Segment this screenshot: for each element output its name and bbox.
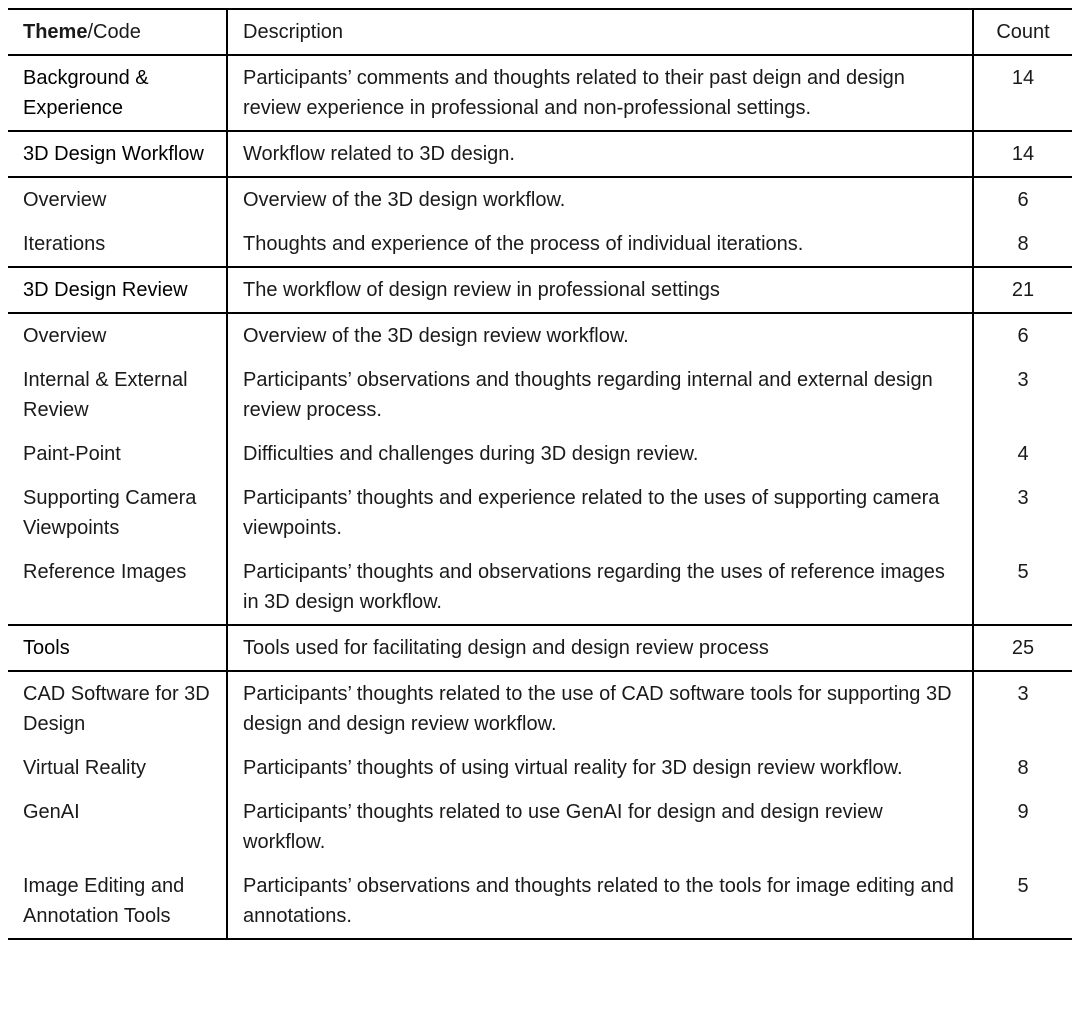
theme-name: Tools (8, 625, 227, 671)
code-name: Virtual Reality (8, 746, 227, 790)
row-count: 5 (1017, 561, 1029, 583)
row-count: 14 (1011, 143, 1035, 165)
header-row (8, 9, 1072, 55)
row-description: Participants’ thoughts and observations regarding the uses of reference images in 3D design workflow. (227, 550, 973, 625)
code-row (8, 550, 1072, 625)
table-body (8, 55, 1072, 939)
row-description: Workflow related to 3D design. (227, 131, 973, 177)
table-header (8, 9, 1072, 55)
theme-name: 3D Design Review (8, 267, 227, 313)
row-description: Thoughts and experience of the process of individual iterations. (227, 222, 973, 267)
row-count: 8 (1017, 233, 1029, 255)
row-count: 8 (1017, 757, 1029, 779)
row-count: 9 (1017, 801, 1029, 823)
code-name: Supporting Camera Viewpoints (8, 476, 227, 550)
row-count: 4 (1017, 443, 1029, 465)
row-count: 3 (1017, 487, 1029, 509)
row-count: 6 (1017, 189, 1029, 211)
code-name: Overview (8, 313, 227, 358)
header-count: Count (996, 21, 1050, 43)
theme-row (8, 55, 1072, 131)
code-row (8, 476, 1072, 550)
row-description: Participants’ thoughts related to use GenAI for design and design review workflow. (227, 790, 973, 864)
code-row (8, 358, 1072, 432)
row-description: Participants’ comments and thoughts related to their past deign and design review experience in professional and non-professional settings. (227, 55, 973, 131)
theme-row (8, 267, 1072, 313)
row-count: 3 (1017, 683, 1029, 705)
row-count: 5 (1017, 875, 1029, 897)
row-description: Difficulties and challenges during 3D design review. (227, 432, 973, 476)
row-count: 25 (1011, 637, 1035, 659)
code-row (8, 790, 1072, 864)
code-name: Iterations (8, 222, 227, 267)
row-description: Participants’ thoughts of using virtual reality for 3D design review workflow. (227, 746, 973, 790)
row-description: Tools used for facilitating design and design review process (227, 625, 973, 671)
code-row (8, 671, 1072, 746)
code-name: Internal & External Review (8, 358, 227, 432)
code-row (8, 313, 1072, 358)
code-row (8, 222, 1072, 267)
theme-name: Background & Experience (8, 55, 227, 131)
theme-row (8, 625, 1072, 671)
row-count: 14 (1011, 67, 1035, 89)
theme-row (8, 131, 1072, 177)
header-theme-code (8, 9, 227, 55)
row-description: Participants’ observations and thoughts related to the tools for image editing and annotations. (227, 864, 973, 939)
code-name: GenAI (8, 790, 227, 864)
code-name: Overview (8, 177, 227, 222)
code-row (8, 432, 1072, 476)
row-description: Participants’ observations and thoughts regarding internal and external design review process. (227, 358, 973, 432)
header-code-label: Code (93, 21, 141, 43)
row-count: 21 (1011, 279, 1035, 301)
row-description: Overview of the 3D design workflow. (227, 177, 973, 222)
code-name: Reference Images (8, 550, 227, 625)
header-theme-label: Theme (23, 21, 88, 43)
row-count: 6 (1017, 325, 1029, 347)
code-name: Image Editing and Annotation Tools (8, 864, 227, 939)
theme-name: 3D Design Workflow (8, 131, 227, 177)
code-row (8, 746, 1072, 790)
row-description: Participants’ thoughts related to the use of CAD software tools for supporting 3D design and design review workflow. (227, 671, 973, 746)
row-description: The workflow of design review in professional settings (227, 267, 973, 313)
header-description: Description (227, 9, 973, 55)
code-name: CAD Software for 3D Design (8, 671, 227, 746)
code-name: Paint-Point (8, 432, 227, 476)
row-description: Participants’ thoughts and experience related to the uses of supporting camera viewpoints. (227, 476, 973, 550)
row-count: 3 (1017, 369, 1029, 391)
row-description: Overview of the 3D design review workflow. (227, 313, 973, 358)
code-row (8, 864, 1072, 939)
code-row (8, 177, 1072, 222)
codebook-table (8, 8, 1072, 940)
header-separator: / (87, 21, 94, 43)
